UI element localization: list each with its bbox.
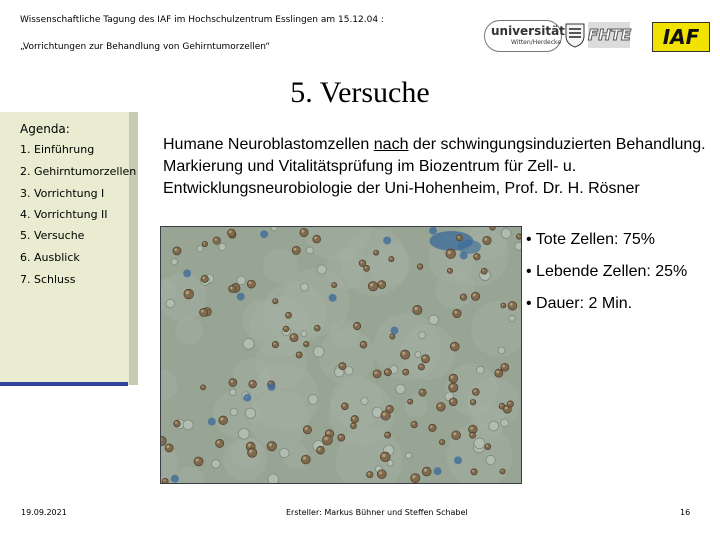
micro-cell-highlight: [274, 299, 276, 301]
micro-dead-cell: [447, 268, 452, 273]
micro-live-cell: [429, 315, 439, 325]
micro-dead-cell: [450, 342, 459, 351]
agenda-item-gehirntumorzellen[interactable]: 2. Gehirntumorzellen: [20, 165, 137, 178]
footer-authors: Ersteller: Markus Bühner und Steffen Schabel: [286, 508, 468, 517]
micro-dead-cell: [184, 289, 194, 299]
micro-dead-cell: [202, 241, 207, 246]
micro-dead-cell: [401, 350, 410, 359]
micro-dead-cell: [453, 309, 461, 317]
micro-dead-cell: [449, 374, 458, 383]
agenda-panel-shadow: [129, 112, 138, 385]
micro-dead-cell: [413, 305, 422, 314]
micro-cell-highlight: [412, 422, 414, 424]
micro-dead-cell: [449, 383, 458, 392]
micro-cell-highlight: [217, 441, 220, 444]
micro-cell-highlight: [382, 454, 385, 457]
micro-dead-cell: [248, 448, 257, 457]
micro-dead-cell: [283, 326, 289, 332]
micro-dead-cell: [194, 457, 203, 466]
micro-cell-highlight: [470, 427, 473, 430]
micro-cell-highlight: [379, 471, 382, 474]
micro-cell-highlight: [201, 310, 204, 313]
micro-cell-highlight: [284, 327, 286, 329]
micro-cell-highlight: [273, 342, 275, 344]
micro-dead-cell: [367, 471, 373, 477]
agenda-heading: Agenda:: [20, 122, 70, 136]
micro-cell-highlight: [500, 404, 502, 406]
iaf-logo-text: IAF: [662, 25, 700, 49]
micro-dead-cell: [389, 256, 394, 261]
micro-live-cell: [415, 351, 421, 357]
micro-cell-highlight: [452, 344, 455, 347]
micro-dead-cell: [408, 399, 413, 404]
micro-dead-cell: [516, 234, 521, 239]
micro-dead-cell: [229, 379, 237, 387]
micro-live-cell: [476, 366, 484, 374]
micro-dead-cell: [353, 322, 360, 329]
micro-dead-cell: [485, 444, 491, 450]
micro-stained-cell: [429, 227, 437, 235]
micro-live-cell: [219, 243, 226, 250]
micro-cell-highlight: [450, 376, 453, 379]
micro-dead-cell: [439, 439, 444, 444]
micro-dead-cell: [418, 364, 424, 370]
agenda-item-vorrichtung-1[interactable]: 3. Vorrichtung I: [20, 187, 105, 200]
micro-live-cell: [212, 460, 220, 468]
micro-dead-cell: [495, 369, 503, 377]
micro-cell-highlight: [201, 386, 203, 388]
micro-dead-cell: [303, 426, 311, 434]
micro-texture: [231, 437, 263, 469]
micro-dead-cell: [381, 411, 390, 420]
micro-cell-highlight: [352, 424, 354, 426]
micro-dead-cell: [470, 399, 476, 405]
micro-cell-highlight: [166, 445, 169, 448]
micro-cell-highlight: [454, 311, 457, 314]
micro-cell-highlight: [305, 427, 308, 430]
micro-cell-highlight: [424, 469, 427, 472]
micro-cell-highlight: [387, 407, 390, 410]
micro-cell-highlight: [496, 371, 499, 374]
micro-live-cell: [183, 420, 193, 430]
micro-dead-cell: [165, 444, 173, 452]
micro-live-cell: [197, 246, 203, 252]
micro-cell-highlight: [220, 418, 223, 421]
micro-dead-cell: [422, 467, 431, 476]
micro-cell-highlight: [203, 242, 205, 244]
micro-dead-cell: [483, 236, 491, 244]
micro-cell-highlight: [457, 236, 459, 238]
micro-cell-highlight: [486, 445, 488, 447]
micro-dead-cell: [300, 228, 308, 236]
micro-cell-highlight: [370, 283, 373, 286]
micro-cell-highlight: [450, 385, 453, 388]
micro-live-cell: [396, 384, 406, 394]
micro-dead-cell: [201, 275, 208, 282]
university-logo-text: universität: [491, 24, 565, 38]
micro-cell-highlight: [517, 235, 519, 237]
micro-stained-cell: [171, 475, 179, 483]
micro-dead-cell: [317, 446, 325, 454]
micro-live-cell: [245, 408, 255, 418]
university-logo-subtext: Witten/Herdecke: [511, 39, 562, 46]
micro-stained-cell: [208, 418, 216, 426]
page-number: 16: [680, 508, 691, 517]
micro-cell-highlight: [502, 304, 504, 306]
micro-live-cell: [313, 346, 324, 357]
micro-dead-cell: [201, 385, 206, 390]
micro-dead-cell: [507, 401, 513, 407]
micro-cell-highlight: [412, 475, 415, 478]
micro-cell-highlight: [230, 380, 233, 383]
micro-dead-cell: [419, 389, 426, 396]
micro-dead-cell: [219, 416, 228, 425]
micro-cell-highlight: [510, 303, 513, 306]
micro-cell-highlight: [355, 324, 358, 327]
description-text-end: der schwingungsinduzierten Behandlung. Markierung und Vitalitätsprüfung im Biozentrum für Zell- u. Entwicklungsneurobiologie der Uni-Hohenheim, Prof. Dr. H. Rösner: [163, 136, 706, 197]
micro-dead-cell: [437, 403, 446, 412]
micro-live-cell: [238, 428, 249, 439]
micro-cell-highlight: [229, 230, 232, 233]
micro-live-cell: [486, 455, 495, 464]
micro-live-cell: [419, 332, 426, 339]
description-link-nach[interactable]: nach: [373, 136, 409, 153]
micro-cell-highlight: [440, 440, 442, 442]
micro-stained-cell: [434, 467, 442, 475]
micro-dead-cell: [422, 355, 430, 363]
micro-texture: [471, 405, 505, 439]
micro-cell-highlight: [404, 370, 406, 372]
micro-live-cell: [317, 265, 326, 274]
micro-stained-cell: [183, 269, 191, 277]
micro-cell-highlight: [294, 248, 297, 251]
micro-cell-highlight: [340, 364, 342, 366]
micro-live-cell: [406, 453, 412, 459]
micro-dead-cell: [374, 250, 379, 255]
micro-cell-highlight: [332, 283, 334, 285]
micro-dead-cell: [417, 264, 423, 270]
micro-dead-cell: [301, 455, 310, 464]
micro-cell-highlight: [461, 295, 463, 297]
micro-dead-cell: [338, 434, 345, 441]
micro-cell-highlight: [301, 230, 304, 233]
micro-cell-highlight: [248, 444, 251, 447]
micro-cell-highlight: [502, 365, 505, 368]
micro-dead-cell: [272, 341, 278, 347]
micro-dead-cell: [456, 235, 462, 241]
micro-dead-cell: [304, 341, 309, 346]
micro-live-cell: [171, 259, 177, 265]
micro-cell-highlight: [305, 342, 307, 344]
header-line-1: Wissenschaftliche Tagung des IAF im Hochschulzentrum Esslingen am 15.12.04 :: [20, 15, 384, 25]
micro-dead-cell: [380, 452, 390, 462]
micro-dead-cell: [446, 249, 456, 259]
micro-cell-highlight: [482, 269, 484, 271]
micro-cell-highlight: [471, 433, 473, 435]
footer-date: 19.09.2021: [21, 508, 67, 517]
micro-dead-cell: [429, 424, 436, 431]
micro-dead-cell: [471, 292, 479, 300]
micro-cell-highlight: [475, 255, 477, 257]
micro-dead-cell: [471, 469, 477, 475]
micro-dead-cell: [403, 369, 409, 375]
micro-cell-highlight: [471, 400, 473, 402]
fhte-logo: FHTE: [588, 22, 630, 48]
micro-cell-highlight: [249, 281, 252, 284]
micro-dead-cell: [162, 478, 168, 484]
micro-cell-highlight: [438, 404, 441, 407]
micro-cell-highlight: [314, 237, 317, 240]
micro-dead-cell: [323, 435, 333, 445]
micro-live-cell: [498, 347, 505, 354]
agenda-item-ausblick[interactable]: 6. Ausblick: [20, 251, 80, 264]
micro-cell-highlight: [501, 470, 503, 472]
micro-cell-highlight: [451, 399, 454, 402]
micro-dead-cell: [373, 370, 381, 378]
micro-cell-highlight: [423, 356, 426, 359]
micro-live-cell: [166, 299, 175, 308]
micro-cell-highlight: [379, 282, 382, 285]
micro-dead-cell: [385, 432, 391, 438]
iaf-logo: [652, 22, 710, 52]
agenda-item-versuche[interactable]: 5. Versuche: [20, 229, 85, 242]
header-line-2: „Vorrichtungen zur Behandlung von Gehirntumorzellen“: [20, 42, 271, 52]
micro-cell-highlight: [385, 370, 388, 372]
micro-live-cell: [300, 283, 308, 291]
micro-stained-cell: [454, 456, 462, 464]
micro-texture: [319, 329, 375, 384]
micro-cell-highlight: [508, 402, 510, 404]
micro-live-cell: [230, 408, 237, 415]
micro-cell-highlight: [249, 450, 252, 453]
micro-dead-cell: [351, 423, 357, 429]
bullet-live-cells: • Lebende Zellen: 25%: [526, 263, 688, 280]
micro-dead-cell: [411, 421, 417, 427]
micro-cell-highlight: [430, 425, 433, 428]
micro-live-cell: [280, 448, 289, 457]
microscope-image: [160, 226, 522, 484]
micro-stained-cell: [237, 293, 245, 301]
iaf-logo-mark: [653, 23, 709, 51]
slide-title: 5. Versuche: [290, 76, 430, 109]
micro-dead-cell: [216, 439, 224, 447]
micro-dead-cell: [501, 303, 506, 308]
micro-dead-cell: [296, 352, 302, 358]
micro-dead-cell: [500, 469, 505, 474]
micro-dead-cell: [501, 363, 509, 371]
micro-cell-highlight: [361, 342, 363, 344]
micro-dead-cell: [470, 432, 476, 438]
micro-dead-cell: [290, 334, 298, 342]
micro-stained-cell: [329, 294, 337, 302]
university-logo: [484, 20, 565, 52]
micro-dead-cell: [481, 268, 487, 274]
micro-cell-highlight: [448, 269, 450, 271]
micro-dead-cell: [452, 431, 461, 440]
logo-strip: [484, 20, 712, 52]
micro-dead-cell: [460, 294, 466, 300]
micro-cell-highlight: [448, 251, 451, 254]
micro-dead-cell: [229, 285, 236, 292]
micro-dead-cell: [377, 470, 386, 479]
micro-dead-cell: [267, 441, 276, 450]
micro-dead-cell: [390, 334, 395, 339]
micro-cell-highlight: [360, 261, 362, 263]
micro-dead-cell: [364, 265, 370, 271]
micro-live-cell: [515, 242, 522, 250]
agenda-item-vorrichtung-2[interactable]: 4. Vorrichtung II: [20, 208, 108, 221]
micro-texture: [175, 317, 203, 345]
micro-cell-highlight: [174, 248, 177, 251]
micro-dead-cell: [174, 420, 181, 427]
micro-live-cell: [474, 438, 485, 449]
micro-cell-highlight: [365, 266, 367, 268]
experiment-description: [163, 134, 713, 200]
micro-stain: [457, 240, 481, 254]
micro-stained-cell: [268, 383, 276, 391]
micro-cell-highlight: [383, 412, 386, 415]
description-text-start: Humane Neuroblastomzellen: [163, 136, 374, 153]
micro-dead-cell: [249, 380, 257, 388]
micro-cell-highlight: [315, 326, 317, 328]
micro-live-cell: [361, 397, 368, 404]
micro-cell-highlight: [186, 291, 189, 294]
micro-dead-cell: [313, 235, 321, 243]
micro-dead-cell: [292, 246, 300, 254]
micro-cell-highlight: [163, 479, 165, 481]
micro-cell-highlight: [484, 238, 487, 241]
micro-cell-highlight: [318, 448, 321, 451]
micro-cell-highlight: [291, 335, 294, 338]
micro-cell-highlight: [505, 407, 508, 410]
micro-live-cell: [243, 338, 254, 349]
micro-dead-cell: [474, 253, 481, 259]
micro-cell-highlight: [391, 335, 393, 337]
micro-live-cell: [268, 474, 279, 484]
micro-dead-cell: [368, 282, 377, 291]
micro-dead-cell: [227, 229, 235, 237]
micro-cell-highlight: [386, 433, 388, 435]
micro-cell-highlight: [297, 353, 299, 355]
bullet-duration: • Dauer: 2 Min.: [526, 295, 633, 312]
micro-live-cell: [301, 330, 307, 336]
micro-cell-highlight: [303, 457, 306, 460]
micro-stained-cell: [391, 327, 399, 335]
micro-cell-highlight: [343, 404, 345, 406]
micro-live-cell: [489, 421, 499, 431]
bullet-dead-cells: • Tote Zellen: 75%: [526, 231, 655, 248]
micro-cell-highlight: [390, 257, 392, 259]
micro-texture: [405, 394, 428, 417]
micro-cell-highlight: [374, 251, 376, 253]
micro-stained-cell: [460, 252, 468, 260]
micro-cell-highlight: [420, 390, 422, 392]
micro-cell-highlight: [402, 352, 405, 355]
micro-live-cell: [271, 226, 277, 231]
micro-cell-highlight: [368, 473, 370, 475]
micro-dead-cell: [339, 363, 346, 370]
micro-cell-highlight: [287, 313, 289, 315]
micro-live-cell: [501, 229, 511, 239]
micro-cell-highlight: [418, 265, 420, 267]
micro-cell-highlight: [269, 443, 272, 446]
micro-live-cell: [501, 419, 509, 427]
micro-dead-cell: [472, 388, 479, 395]
micro-dead-cell: [359, 260, 366, 267]
micro-cell-highlight: [175, 422, 177, 424]
micro-cell-highlight: [473, 294, 476, 297]
micro-dead-cell: [247, 280, 255, 288]
micro-cell-highlight: [374, 371, 377, 374]
micro-dead-cell: [332, 282, 337, 287]
agenda-accent-bar: [0, 382, 128, 386]
agenda-item-einfuehrung[interactable]: 1. Einführung: [20, 143, 95, 156]
micro-dead-cell: [173, 247, 181, 255]
micro-dead-cell: [314, 325, 320, 331]
micro-cell-highlight: [339, 435, 341, 437]
micro-dead-cell: [213, 237, 220, 244]
micro-dead-cell: [411, 474, 420, 483]
micro-dead-cell: [200, 308, 208, 316]
micro-cell-highlight: [453, 432, 456, 435]
state-crest-icon: [564, 22, 586, 48]
micro-live-cell: [237, 276, 246, 285]
micro-stained-cell: [383, 237, 391, 245]
micro-dead-cell: [273, 299, 278, 304]
micro-dead-cell: [286, 312, 292, 318]
micro-dead-cell: [384, 369, 391, 376]
micro-cell-highlight: [472, 470, 474, 472]
micro-dead-cell: [360, 341, 367, 348]
micro-cell-highlight: [414, 307, 417, 310]
micro-cell-highlight: [230, 287, 233, 290]
micro-stained-cell: [260, 230, 268, 238]
micro-cell-highlight: [202, 277, 205, 279]
micro-stained-cell: [243, 394, 251, 402]
micro-dead-cell: [449, 398, 457, 406]
micro-cell-highlight: [408, 400, 410, 402]
micro-cell-highlight: [474, 390, 476, 392]
micro-texture: [232, 358, 270, 396]
micro-cell-highlight: [196, 458, 199, 461]
micro-cell-highlight: [419, 365, 421, 367]
micro-live-cell: [306, 247, 313, 254]
micro-cell-highlight: [324, 437, 327, 440]
micro-dead-cell: [508, 301, 517, 310]
agenda-item-schluss[interactable]: 7. Schluss: [20, 273, 76, 286]
micro-dead-cell: [351, 416, 359, 424]
micro-cell-highlight: [327, 431, 330, 434]
micro-cell-highlight: [352, 417, 355, 420]
micro-live-cell: [308, 395, 318, 405]
micro-live-cell: [509, 315, 515, 321]
micro-cell-highlight: [214, 238, 217, 241]
micro-texture: [250, 297, 311, 358]
micro-live-cell: [230, 389, 237, 396]
micro-dead-cell: [341, 403, 348, 410]
micro-dead-cell: [378, 281, 386, 289]
micro-cell-highlight: [250, 382, 253, 385]
